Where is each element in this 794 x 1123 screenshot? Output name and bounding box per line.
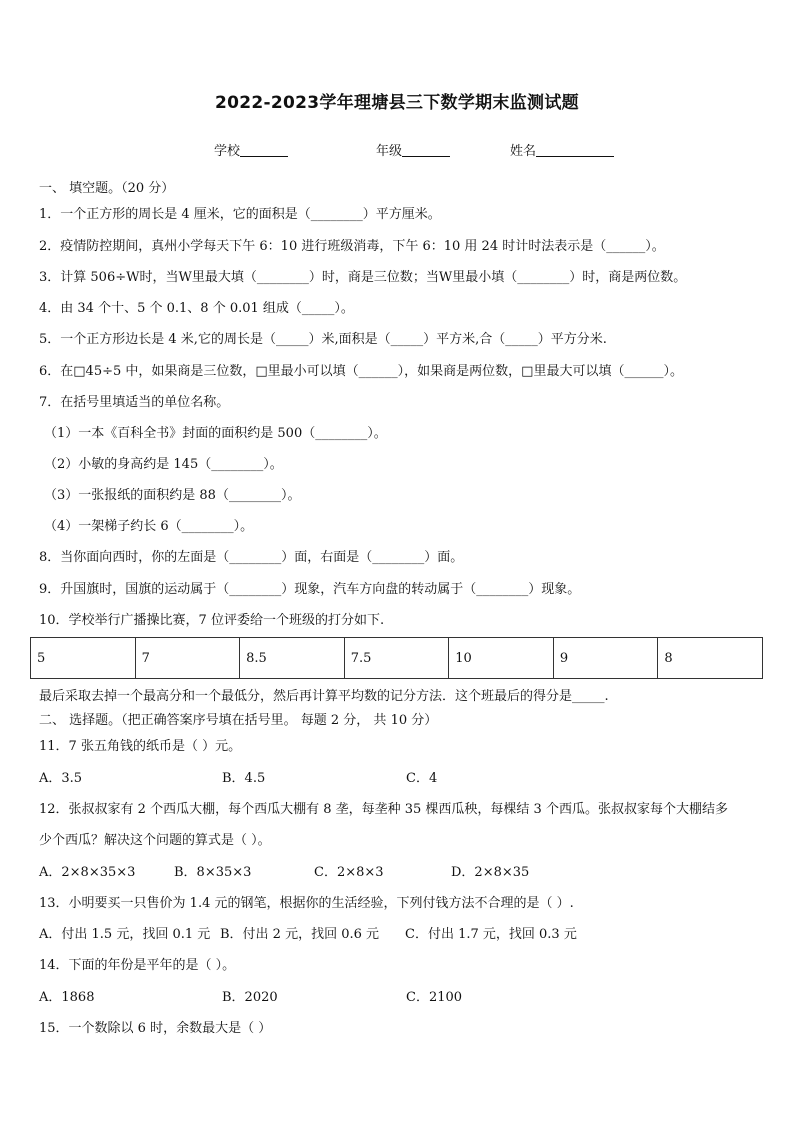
question-6: 6．在□45÷5 中，如果商是三位数，□里最小可以填（______），如果商是两位数，□里最大可以填（______）。 xyxy=(39,364,683,379)
question-10-tail: 最后采取去掉一个最高分和一个最低分，然后再计算平均数的记分方法．这个班最后的得分是_____. xyxy=(39,689,609,704)
score-cell: 8.5 xyxy=(240,638,345,679)
option-c[interactable]: C．付出 1.7 元，找回 0.3 元 xyxy=(405,927,577,942)
grade-field xyxy=(376,140,450,159)
question-14: 14．下面的年份是平年的是（ ）。 xyxy=(39,958,236,973)
school-field xyxy=(214,140,288,159)
name-blank[interactable] xyxy=(536,142,614,157)
question-7-4: （4）一架梯子约长 6（________）。 xyxy=(44,519,254,534)
option-a[interactable]: A．3.5 xyxy=(39,771,83,786)
question-7: 7．在括号里填适当的单位名称。 xyxy=(39,395,230,410)
section-2-header: 二、 选择题。（把正确答案序号填在括号里。 每题 2 分， 共 10 分） xyxy=(39,713,438,728)
option-c[interactable]: C．4 xyxy=(406,771,438,786)
question-15: 15．一个数除以 6 时，余数最大是（ ） xyxy=(39,1021,272,1036)
question-12-line1: 12．张叔叔家有 2 个西瓜大棚，每个西瓜大棚有 8 垄，每垄种 35 棵西瓜秧，每棵结 3 个西瓜。张叔叔家每个大棚结多 xyxy=(39,802,728,817)
question-10: 10．学校举行广播操比赛，7 位评委给一个班级的打分如下. xyxy=(39,613,385,628)
option-a[interactable]: A．付出 1.5 元，找回 0.1 元 xyxy=(39,927,211,942)
question-1: 1．一个正方形的周长是 4 厘米，它的面积是（________）平方厘米。 xyxy=(39,207,441,222)
table-row xyxy=(31,638,763,679)
option-a[interactable]: A．2×8×35×3 xyxy=(39,865,136,880)
school-blank[interactable] xyxy=(240,142,288,157)
question-2: 2．疫情防控期间，真州小学每天下午 6：10 进行班级消毒，下午 6：10 用 24 时计时法表示是（______）。 xyxy=(39,239,665,254)
option-b[interactable]: B．8×35×3 xyxy=(174,865,252,880)
option-b[interactable]: B．2020 xyxy=(222,990,278,1005)
score-cell: 7 xyxy=(135,638,240,679)
grade-blank[interactable] xyxy=(402,142,450,157)
score-cell: 7.5 xyxy=(344,638,449,679)
question-12-line2: 少个西瓜？解决这个问题的算式是（ ）。 xyxy=(39,833,271,848)
name-label: 姓名 xyxy=(510,144,537,159)
question-4: 4．由 34 个十、5 个 0.1、8 个 0.01 组成（_____）。 xyxy=(39,301,354,316)
section-1-header: 一、 填空题。（20 分） xyxy=(39,181,175,196)
question-13: 13．小明要买一只售价为 1.4 元的钢笔，根据你的生活经验，下列付钱方法不合理的是（ ）. xyxy=(39,896,574,911)
question-9: 9．升国旗时，国旗的运动属于（________）现象，汽车方向盘的转动属于（________）现象。 xyxy=(39,582,581,597)
question-11: 11．7 张五角钱的纸币是（ ）元。 xyxy=(39,739,242,754)
question-7-2: （2）小敏的身高约是 145（________）。 xyxy=(44,457,283,472)
score-cell: 9 xyxy=(553,638,658,679)
option-b[interactable]: B．付出 2 元，找回 0.6 元 xyxy=(220,927,380,942)
question-7-1: （1）一本《百科全书》封面的面积约是 500（________）。 xyxy=(44,426,387,441)
score-cell: 5 xyxy=(31,638,136,679)
option-c[interactable]: C．2100 xyxy=(406,990,463,1005)
option-d[interactable]: D．2×8×35 xyxy=(451,865,530,880)
score-cell: 10 xyxy=(449,638,554,679)
option-a[interactable]: A．1868 xyxy=(39,990,95,1005)
grade-label: 年级 xyxy=(376,144,403,159)
option-c[interactable]: C．2×8×3 xyxy=(314,865,384,880)
option-b[interactable]: B．4.5 xyxy=(222,771,266,786)
name-field xyxy=(510,140,614,159)
score-table xyxy=(30,637,763,679)
page-title: 2022-2023学年理塘县三下数学期末监测试题 xyxy=(215,93,579,113)
question-8: 8．当你面向西时，你的左面是（________）面，右面是（________）面。 xyxy=(39,550,464,565)
school-label: 学校 xyxy=(214,144,241,159)
score-cell: 8 xyxy=(658,638,763,679)
question-5: 5．一个正方形边长是 4 米,它的周长是（_____）米,面积是（_____）平方米,合（_____）平方分米. xyxy=(39,332,607,347)
question-3: 3．计算 506÷W时，当W里最大填（________）时，商是三位数；当W里最小填（________）时，商是两位数。 xyxy=(39,270,687,285)
question-7-3: （3）一张报纸的面积约是 88（________）。 xyxy=(44,488,301,503)
